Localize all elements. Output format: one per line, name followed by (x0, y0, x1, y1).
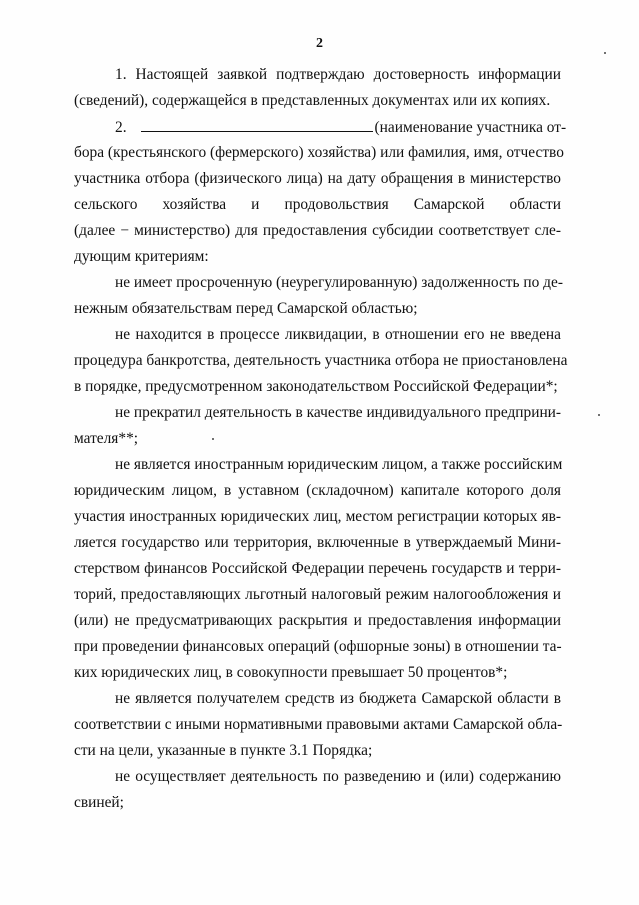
criterion4-line-8: при проведении финансовых операций (офшорные зоны) в отношении та- (74, 638, 562, 655)
criterion2-line-1: не находится в процессе ликвидации, в отношении его не введена (115, 326, 561, 343)
scan-speck (212, 438, 214, 440)
criterion5-line-2: соответствии с иными нормативными правовыми актами Самарской обла- (74, 716, 563, 733)
criterion4-line-2: юридическим лицом, в уставном (складочном) капитале которого доля (74, 482, 561, 499)
criterion2-line-3: в порядке, предусмотренном законодательством Российской Федерации*; (74, 378, 558, 395)
item2-line-1-rest: (наименование участника от- (374, 119, 567, 136)
item2-line-2: бора (крестьянского (фермерского) хозяйства) или фамилия, имя, отчество (74, 144, 564, 161)
criterion4-line-6: торий, предоставляющих льготный налоговый режим налогообложения и (74, 586, 561, 603)
scan-speck (598, 414, 600, 416)
item1-line-1: 1. Настоящей заявкой подтверждаю достоверность информации (115, 66, 561, 83)
criterion3-line-1: не прекратил деятельность в качестве индивидуального предприни- (115, 404, 562, 421)
scan-speck (604, 52, 606, 54)
criterion4-line-4: ляется государство или территория, включенные в утверждаемый Мини- (74, 534, 561, 551)
item2-line-6: дующим критериям: (74, 248, 209, 265)
criterion4-line-3: участия иностранных юридических лиц, местом регистрации которых яв- (74, 508, 561, 525)
criterion4-line-9: ких юридических лиц, в совокупности превышает 50 процентов*; (74, 664, 508, 681)
item2-line-5: (далее − министерство) для предоставления субсидии соответствует сле- (74, 222, 561, 239)
item2-line-1 (115, 118, 567, 137)
criterion5-line-3: сти на цели, указанные в пункте 3.1 Порядка; (74, 742, 373, 759)
criterion1-line-1: не имеет просроченную (неурегулированную) задолженность по де- (115, 274, 563, 291)
item2-number: 2. (115, 119, 127, 136)
criterion6-line-2: свиней; (74, 794, 124, 811)
item2-line-3: участника отбора (физического лица) на дату обращения в министерство (74, 170, 561, 187)
criterion3-line-2: мателя**; (74, 430, 139, 447)
item1-line-2: (сведений), содержащейся в представленных документах или их копиях. (74, 92, 551, 109)
criterion5-line-1: не является получателем средств из бюджета Самарской области в (115, 690, 561, 707)
page-number: 2 (316, 36, 323, 51)
criterion2-line-2: процедура банкротства, деятельность участника отбора не приостановлена (74, 352, 568, 369)
participant-name-blank (141, 118, 373, 132)
criterion4-line-7: (или) не предусматривающих раскрытия и предоставления информации (74, 612, 561, 629)
criterion6-line-1: не осуществляет деятельность по разведению и (или) содержанию (115, 768, 561, 785)
criterion4-line-5: стерством финансов Российской Федерации перечень государств и терри- (74, 560, 561, 577)
item2-line-4: сельского хозяйства и продовольствия Самарской области (74, 196, 561, 213)
criterion4-line-1: не является иностранным юридическим лицом, а также российским (115, 456, 563, 473)
criterion1-line-2: нежным обязательствам перед Самарской областью; (74, 300, 418, 317)
